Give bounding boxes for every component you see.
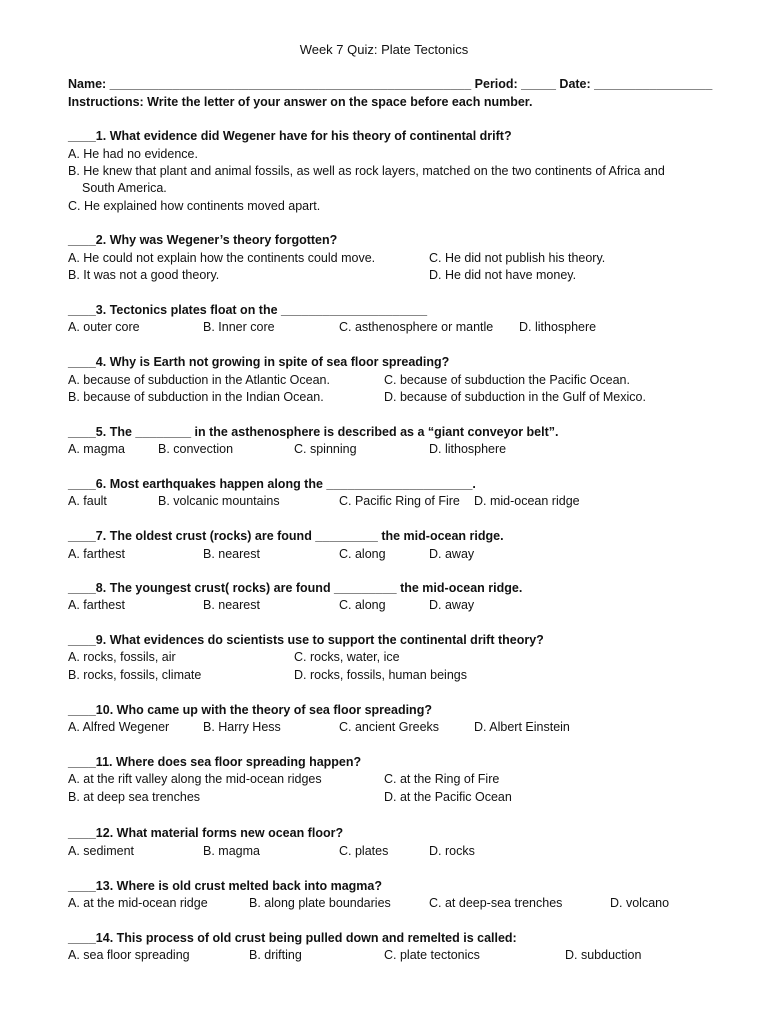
q1-option-b: B. He knew that plant and animal fossils, as well as rock layers, matched on the two continents of Africa and bbox=[68, 164, 665, 178]
q6-option-a: A. fault bbox=[68, 494, 107, 508]
q8-option-a: A. farthest bbox=[68, 598, 125, 612]
q6-option-c: C. Pacific Ring of Fire bbox=[339, 494, 460, 508]
q12-option-c: C. plates bbox=[339, 844, 389, 858]
q10-option-a: A. Alfred Wegener bbox=[68, 720, 170, 734]
q4-option-a: A. because of subduction in the Atlantic Ocean. bbox=[68, 373, 330, 387]
q11-option-c: C. at the Ring of Fire bbox=[384, 772, 500, 786]
name-period-date-line: Name: ____________________________________________________ Period: _____ Date: _________________ bbox=[68, 77, 713, 91]
q7-option-b: B. nearest bbox=[203, 547, 260, 561]
question-8: ____8. The youngest crust( rocks) are found _________ the mid-ocean ridge. bbox=[68, 581, 523, 595]
q3-option-d: D. lithosphere bbox=[519, 320, 597, 334]
q12-option-b: B. magma bbox=[203, 844, 260, 858]
q9-option-b: B. rocks, fossils, climate bbox=[68, 668, 202, 682]
q14-option-c: C. plate tectonics bbox=[384, 948, 480, 962]
q5-option-a: A. magma bbox=[68, 442, 125, 456]
question-1: ____1. What evidence did Wegener have for his theory of continental drift? bbox=[68, 129, 512, 143]
q13-option-c: C. at deep-sea trenches bbox=[429, 896, 563, 910]
q14-option-a: A. sea floor spreading bbox=[68, 948, 190, 962]
q2-option-a: A. He could not explain how the continents could move. bbox=[68, 251, 376, 265]
question-2: ____2. Why was Wegener’s theory forgotten? bbox=[68, 233, 338, 247]
question-3: ____3. Tectonics plates float on the _____________________ bbox=[68, 303, 428, 317]
q4-option-c: C. because of subduction the Pacific Ocean. bbox=[384, 373, 630, 387]
q13-option-a: A. at the mid-ocean ridge bbox=[68, 896, 208, 910]
q7-option-a: A. farthest bbox=[68, 547, 125, 561]
q11-option-b: B. at deep sea trenches bbox=[68, 790, 201, 804]
question-5: ____5. The ________ in the asthenosphere is described as a “giant conveyor belt”. bbox=[68, 425, 559, 439]
question-12: ____12. What material forms new ocean floor? bbox=[68, 826, 344, 840]
q1-option-a: A. He had no evidence. bbox=[68, 147, 198, 161]
q9-option-d: D. rocks, fossils, human beings bbox=[294, 668, 467, 682]
q12-option-d: D. rocks bbox=[429, 844, 475, 858]
question-6: ____6. Most earthquakes happen along the _____________________. bbox=[68, 477, 476, 491]
q14-option-d: D. subduction bbox=[565, 948, 642, 962]
q9-option-c: C. rocks, water, ice bbox=[294, 650, 400, 664]
q6-option-d: D. mid-ocean ridge bbox=[474, 494, 580, 508]
q7-option-d: D. away bbox=[429, 547, 475, 561]
q12-option-a: A. sediment bbox=[68, 844, 135, 858]
q14-option-b: B. drifting bbox=[249, 948, 302, 962]
q1-option-b-continued: South America. bbox=[82, 181, 167, 195]
question-13: ____13. Where is old crust melted back into magma? bbox=[68, 879, 382, 893]
question-11: ____11. Where does sea floor spreading happen? bbox=[68, 755, 362, 769]
q3-option-a: A. outer core bbox=[68, 320, 140, 334]
instructions: Instructions: Write the letter of your answer on the space before each number. bbox=[68, 95, 533, 109]
q3-option-b: B. Inner core bbox=[203, 320, 275, 334]
q8-option-b: B. nearest bbox=[203, 598, 260, 612]
q2-option-b: B. It was not a good theory. bbox=[68, 268, 220, 282]
q1-option-c: C. He explained how continents moved apart. bbox=[68, 199, 321, 213]
question-4: ____4. Why is Earth not growing in spite of sea floor spreading? bbox=[68, 355, 450, 369]
question-9: ____9. What evidences do scientists use to support the continental drift theory? bbox=[68, 633, 544, 647]
q4-option-b: B. because of subduction in the Indian Ocean. bbox=[68, 390, 324, 404]
q4-option-d: D. because of subduction in the Gulf of Mexico. bbox=[384, 390, 646, 404]
q10-option-c: C. ancient Greeks bbox=[339, 720, 440, 734]
q9-option-a: A. rocks, fossils, air bbox=[68, 650, 176, 664]
q10-option-b: B. Harry Hess bbox=[203, 720, 281, 734]
q8-option-c: C. along bbox=[339, 598, 386, 612]
q11-option-d: D. at the Pacific Ocean bbox=[384, 790, 512, 804]
question-7: ____7. The oldest crust (rocks) are found _________ the mid-ocean ridge. bbox=[68, 529, 504, 543]
q7-option-c: C. along bbox=[339, 547, 386, 561]
q8-option-d: D. away bbox=[429, 598, 475, 612]
q13-option-b: B. along plate boundaries bbox=[249, 896, 391, 910]
page-title: Week 7 Quiz: Plate Tectonics bbox=[299, 42, 469, 57]
q3-option-c: C. asthenosphere or mantle bbox=[339, 320, 494, 334]
q5-option-d: D. lithosphere bbox=[429, 442, 507, 456]
q11-option-a: A. at the rift valley along the mid-ocean ridges bbox=[68, 772, 322, 786]
q13-option-d: D. volcano bbox=[610, 896, 670, 910]
question-10: ____10. Who came up with the theory of sea floor spreading? bbox=[68, 703, 432, 717]
q5-option-c: C. spinning bbox=[294, 442, 357, 456]
q5-option-b: B. convection bbox=[158, 442, 234, 456]
q10-option-d: D. Albert Einstein bbox=[474, 720, 570, 734]
q2-option-d: D. He did not have money. bbox=[429, 268, 577, 282]
q6-option-b: B. volcanic mountains bbox=[158, 494, 280, 508]
q2-option-c: C. He did not publish his theory. bbox=[429, 251, 606, 265]
question-14: ____14. This process of old crust being pulled down and remelted is called: bbox=[68, 931, 517, 945]
